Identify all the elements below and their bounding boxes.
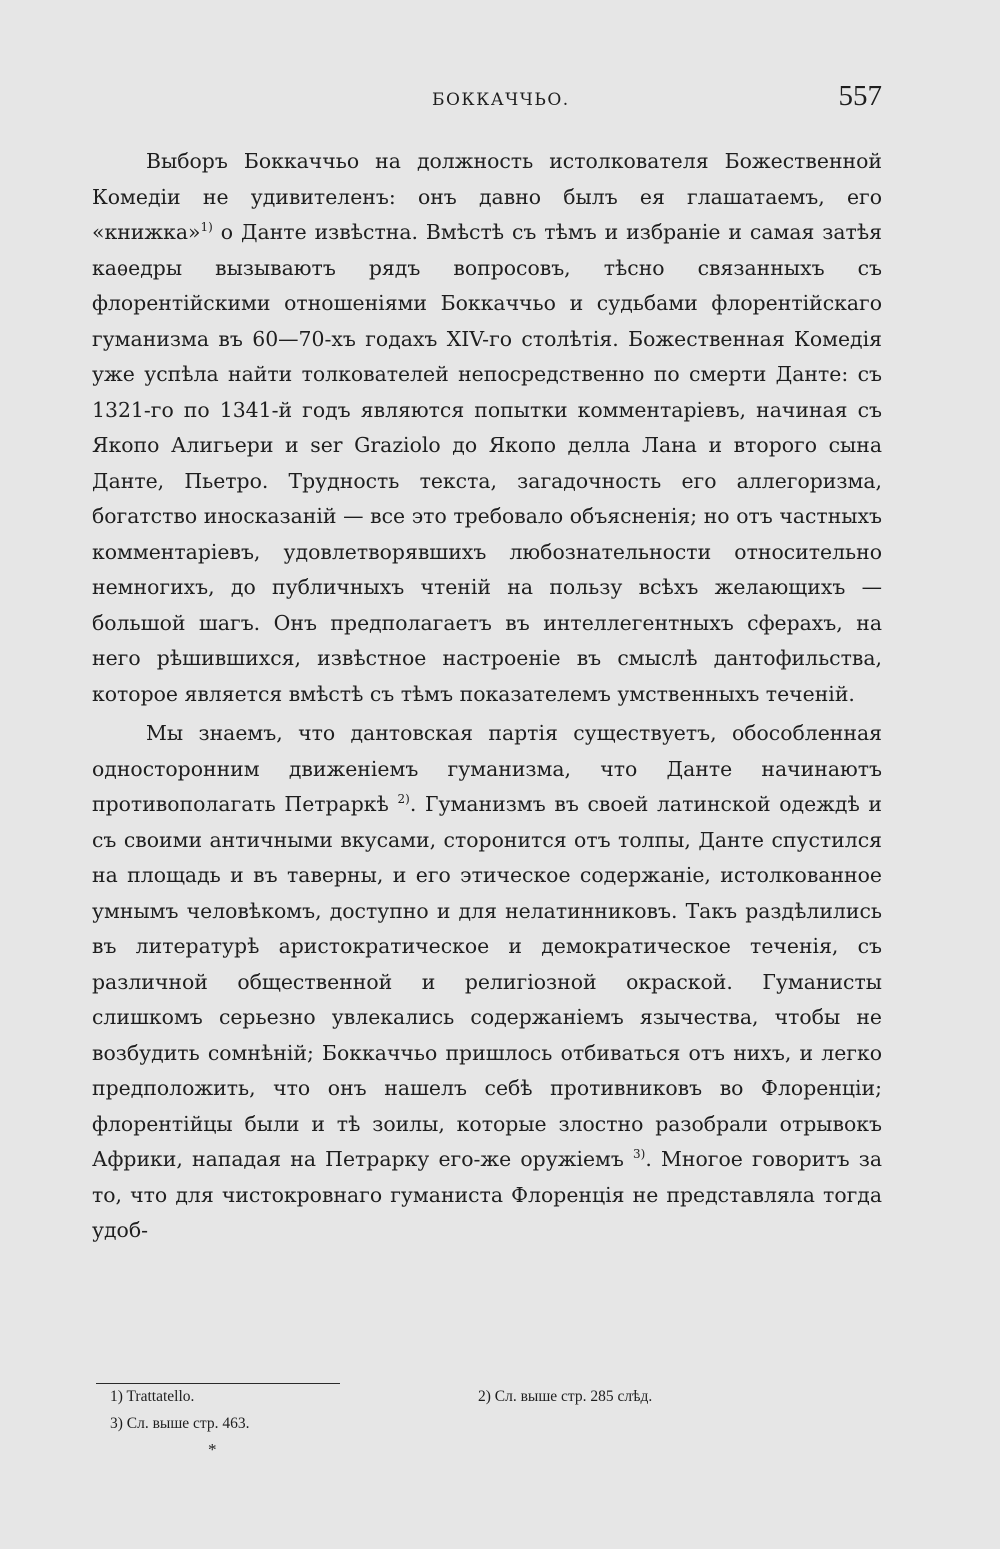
body-text (92, 144, 882, 1249)
running-title: БОККАЧЧЬО. (432, 90, 570, 110)
text-segment: Мы знаемъ, что дантовская партія существуетъ, обособленная односторонним движеніемъ гуманизма, что Данте начинаютъ противополагать Петраркѣ (92, 721, 882, 816)
text-segment: о Данте извѣстна. Вмѣстѣ съ тѣмъ и избраніе и самая затѣя каѳедры вызываютъ рядъ вопросовъ, тѣсно связанныхъ съ флорентійскими отношеніями Боккаччьо и судьбами флорентійскаго гуманизма въ 60—70-хъ годахъ XIV-го столѣтія. Божественная Комедія уже успѣла найти толкователей непосредственно по смерти Данте: съ 1321-го по 1341-й годъ являются попытки комментаріевъ, начиная съ Якопо Алигьери и ser Graziolo до Якопо делла Лана и второго сына Данте, Пьетро. Трудность текста, загадочность его аллегоризма, богатство иносказаній — все это требовало объясненія; но отъ частныхъ комментаріевъ, удовлетворявшихъ любознательности относительно немногихъ, до публичныхъ чтеній на пользу всѣхъ желающихъ — большой шагъ. Онъ предполагаетъ въ интеллегентныхъ сферахъ, на него рѣшившихся, извѣстное настроеніе въ смыслѣ дантофильства, которое является вмѣстѣ съ тѣмъ показателемъ умственныхъ теченій. (92, 220, 882, 706)
text-segment: Выборъ Боккаччьо на должность истолкователя Божественной Комедіи не удивителенъ: онъ давно былъ ея глашатаемъ, его «книжка» (92, 149, 882, 244)
text-segment: . Гуманизмъ въ своей латинской одеждѣ и съ своими античными вкусами, сторонится отъ толпы, Данте спустился на площадь и въ таверны, и его этическое содержаніе, истолкованное умнымъ человѣкомъ, доступно и для нелатинниковъ. Такъ раздѣлились въ литературѣ аристократическое и демократическое теченія, съ различной общественной и религіозной окраской. Гуманисты слишкомъ серьезно увлекались содержаніемъ язычества, чтобы не возбудить сомнѣній; Боккаччьо пришлось отбиваться отъ нихъ, и легко предположить, что онъ нашелъ себѣ противниковъ во Флоренціи; флорентійцы были и тѣ зоилы, которые злостно разобрали отрывокъ Африки, нападая на Петрарку его-же оружіемъ (92, 792, 883, 1171)
paragraph (92, 144, 882, 712)
paragraph (92, 716, 882, 1249)
text-segment: . Многое говоритъ за то, что для чистокровнаго гуманиста Флоренція не представляла тогда удоб- (92, 1147, 883, 1242)
footnote-ref: 1) (200, 220, 213, 235)
footnote-ref: 3) (633, 1147, 646, 1162)
footnote-1: 1) Trattatello. (110, 1388, 195, 1405)
page-number: 557 (838, 80, 882, 112)
footnote-3: 3) Сл. выше стр. 463. (110, 1415, 250, 1432)
footnote-ref: 2) (397, 792, 410, 807)
footnote-rule (96, 1383, 340, 1384)
running-head (92, 80, 882, 124)
footnote-2: 2) Сл. выше стр. 285 слѣд. (478, 1388, 653, 1405)
signature-mark: * (208, 1440, 217, 1459)
